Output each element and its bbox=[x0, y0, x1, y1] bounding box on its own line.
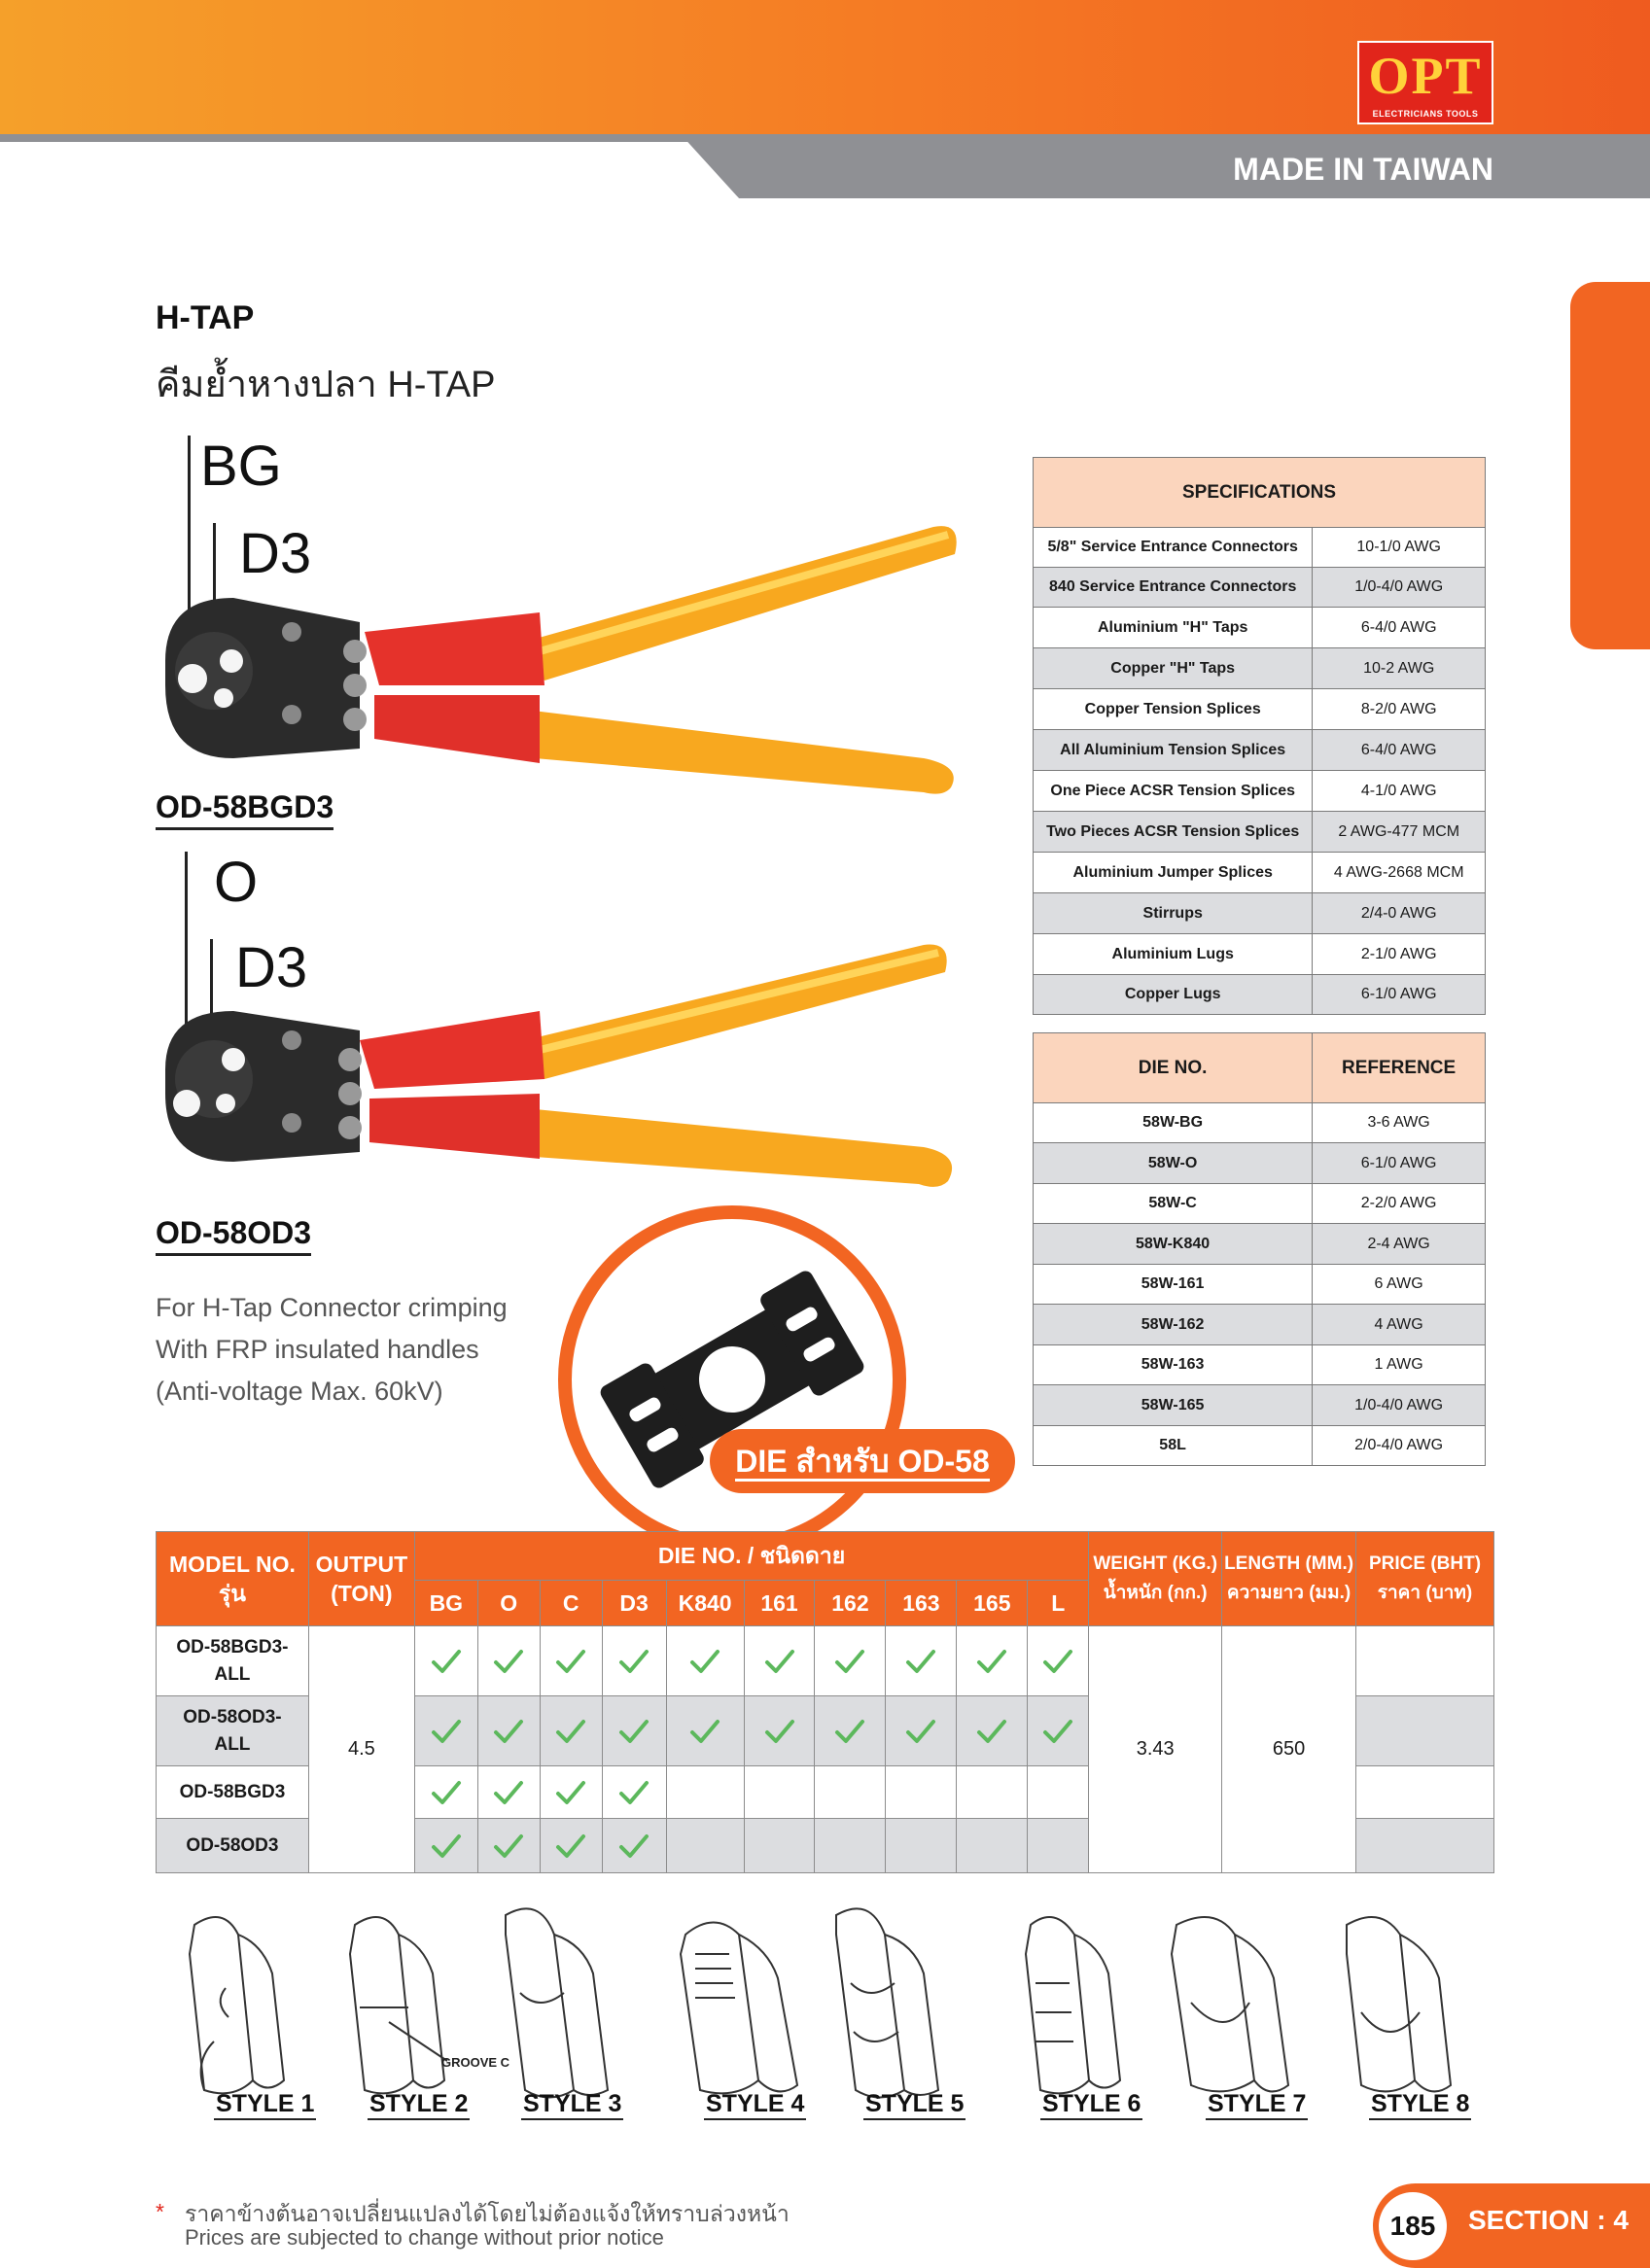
die-col-header: 163 bbox=[886, 1581, 957, 1626]
die-no: 58W-K840 bbox=[1034, 1224, 1313, 1265]
die-col-header: 165 bbox=[957, 1581, 1028, 1626]
die-check-cell bbox=[540, 1766, 602, 1819]
die-check-cell bbox=[666, 1696, 744, 1766]
die-col-header: C bbox=[540, 1581, 602, 1626]
check-icon bbox=[904, 1715, 937, 1748]
die-check-cell bbox=[602, 1626, 666, 1696]
check-icon bbox=[492, 1776, 525, 1809]
die-check-cell bbox=[886, 1766, 957, 1819]
product-description bbox=[156, 1287, 508, 1413]
die-check-cell bbox=[477, 1819, 540, 1873]
product-title: H-TAP bbox=[156, 299, 255, 336]
die-col-header: BG bbox=[414, 1581, 477, 1626]
check-icon bbox=[1041, 1645, 1074, 1678]
check-icon bbox=[617, 1715, 650, 1748]
die-check-cell bbox=[666, 1626, 744, 1696]
die-check-cell bbox=[744, 1766, 815, 1819]
spec-name: Aluminium Jumper Splices bbox=[1034, 853, 1313, 893]
price-header bbox=[1356, 1532, 1494, 1626]
spec-value: 6-4/0 AWG bbox=[1313, 730, 1486, 771]
spec-value: 4 AWG-2668 MCM bbox=[1313, 853, 1486, 893]
model-row bbox=[157, 1626, 1494, 1696]
check-icon bbox=[763, 1645, 796, 1678]
section-side-tab bbox=[1570, 282, 1650, 649]
spec-value: 2-1/0 AWG bbox=[1313, 934, 1486, 975]
die-check-cell bbox=[957, 1626, 1028, 1696]
price-cell bbox=[1356, 1696, 1494, 1766]
die-check-cell bbox=[414, 1696, 477, 1766]
length-header bbox=[1222, 1532, 1356, 1626]
die-badge-label: DIE สำหรับ OD-58 bbox=[735, 1444, 989, 1482]
spec-value: 6-4/0 AWG bbox=[1313, 608, 1486, 648]
die-ref: 3-6 AWG bbox=[1313, 1103, 1486, 1143]
die-check-cell bbox=[886, 1696, 957, 1766]
groove-c-label: GROOVE C bbox=[441, 2055, 510, 2070]
die-check-cell bbox=[1028, 1626, 1089, 1696]
die-ref: 6 AWG bbox=[1313, 1265, 1486, 1305]
die-check-cell bbox=[602, 1819, 666, 1873]
brand-logo bbox=[1357, 41, 1493, 124]
spec-value: 2 AWG-477 MCM bbox=[1313, 812, 1486, 853]
connector-styles-drawings bbox=[156, 1896, 1497, 2110]
style-label: STYLE 4 bbox=[704, 2090, 806, 2120]
die-label-bg: BG bbox=[200, 435, 282, 498]
check-icon bbox=[617, 1830, 650, 1863]
model-no-cell bbox=[157, 1766, 309, 1819]
die-check-cell bbox=[744, 1819, 815, 1873]
die-col-header: L bbox=[1028, 1581, 1089, 1626]
length-header-en: LENGTH (MM.) bbox=[1224, 1553, 1354, 1574]
check-icon bbox=[430, 1830, 463, 1863]
die-no: 58W-BG bbox=[1034, 1103, 1313, 1143]
die-ref: 2/0-4/0 AWG bbox=[1313, 1426, 1486, 1466]
die-col-header: O bbox=[477, 1581, 540, 1626]
model-no-cell bbox=[157, 1626, 309, 1696]
die-check-cell bbox=[815, 1819, 886, 1873]
weight-value: 3.43 bbox=[1089, 1626, 1222, 1873]
spec-name: 840 Service Entrance Connectors bbox=[1034, 568, 1313, 608]
spec-value: 2/4-0 AWG bbox=[1313, 893, 1486, 934]
die-check-cell bbox=[957, 1819, 1028, 1873]
price-cell bbox=[1356, 1819, 1494, 1873]
spec-header: SPECIFICATIONS bbox=[1034, 458, 1486, 528]
check-icon bbox=[554, 1715, 587, 1748]
die-col-header: 161 bbox=[744, 1581, 815, 1626]
die-check-cell bbox=[957, 1766, 1028, 1819]
model-no-cell bbox=[157, 1696, 309, 1766]
product-title-thai: คีมย้ำหางปลา H-TAP bbox=[156, 365, 496, 405]
die-badge bbox=[710, 1429, 1015, 1493]
length-header-th: ความยาว (มม.) bbox=[1226, 1583, 1352, 1603]
spec-name: Stirrups bbox=[1034, 893, 1313, 934]
check-icon bbox=[833, 1715, 866, 1748]
check-icon bbox=[904, 1645, 937, 1678]
die-label-d3: D3 bbox=[239, 522, 312, 585]
price-header-en: PRICE (BHT) bbox=[1368, 1553, 1482, 1574]
spec-value: 10-1/0 AWG bbox=[1313, 528, 1486, 568]
die-ref: 2-2/0 AWG bbox=[1313, 1184, 1486, 1224]
spec-name: One Piece ACSR Tension Splices bbox=[1034, 771, 1313, 812]
check-icon bbox=[492, 1715, 525, 1748]
style-label: STYLE 3 bbox=[521, 2090, 623, 2120]
die-check-cell bbox=[602, 1766, 666, 1819]
model-header-en: MODEL NO. bbox=[168, 1552, 296, 1577]
spec-value: 6-1/0 AWG bbox=[1313, 975, 1486, 1015]
check-icon bbox=[554, 1830, 587, 1863]
die-check-cell bbox=[477, 1696, 540, 1766]
die-check-cell bbox=[744, 1696, 815, 1766]
die-no: 58W-C bbox=[1034, 1184, 1313, 1224]
check-icon bbox=[688, 1645, 721, 1678]
die-check-cell bbox=[815, 1696, 886, 1766]
die-check-cell bbox=[414, 1626, 477, 1696]
die-ref-header: REFERENCE bbox=[1313, 1033, 1486, 1103]
die-check-cell bbox=[815, 1626, 886, 1696]
style-label: STYLE 6 bbox=[1040, 2090, 1142, 2120]
style-label: STYLE 5 bbox=[863, 2090, 965, 2120]
die-ref: 6-1/0 AWG bbox=[1313, 1143, 1486, 1184]
model-label-od58bgd3: OD-58BGD3 bbox=[156, 789, 334, 830]
die-check-cell bbox=[414, 1819, 477, 1873]
footnote-star: * bbox=[156, 2199, 164, 2224]
check-icon bbox=[554, 1776, 587, 1809]
check-icon bbox=[975, 1715, 1008, 1748]
die-label-o: O bbox=[214, 851, 259, 914]
model-no-line: OD-58BGD3 bbox=[179, 1781, 286, 1802]
price-header-th: ราคา (บาท) bbox=[1377, 1583, 1473, 1603]
footnote-thai: ราคาข้างต้นอาจเปลี่ยนแปลงได้โดยไม่ต้องแจ้งให้ทราบล่วงหน้า bbox=[185, 2201, 790, 2226]
die-check-cell bbox=[666, 1766, 744, 1819]
description-line: (Anti-voltage Max. 60kV) bbox=[156, 1377, 443, 1406]
model-no-cell bbox=[157, 1819, 309, 1873]
output-header bbox=[308, 1532, 414, 1626]
check-icon bbox=[492, 1830, 525, 1863]
section-label: SECTION : 4 bbox=[1468, 2205, 1629, 2235]
style-label: STYLE 2 bbox=[368, 2090, 470, 2120]
logo-text: OPT bbox=[1368, 47, 1483, 105]
weight-header bbox=[1089, 1532, 1222, 1626]
die-ref: 4 AWG bbox=[1313, 1305, 1486, 1345]
style-label: STYLE 8 bbox=[1369, 2090, 1471, 2120]
die-no-header: DIE NO. bbox=[1034, 1033, 1313, 1103]
die-check-cell bbox=[886, 1819, 957, 1873]
check-icon bbox=[763, 1715, 796, 1748]
check-icon bbox=[617, 1645, 650, 1678]
die-no: 58W-162 bbox=[1034, 1305, 1313, 1345]
description-line: With FRP insulated handles bbox=[156, 1335, 479, 1364]
model-no-line: ALL bbox=[214, 1733, 251, 1755]
spec-name: Copper Tension Splices bbox=[1034, 689, 1313, 730]
die-no: 58W-O bbox=[1034, 1143, 1313, 1184]
check-icon bbox=[492, 1645, 525, 1678]
check-icon bbox=[430, 1645, 463, 1678]
spec-value: 1/0-4/0 AWG bbox=[1313, 568, 1486, 608]
spec-name: Aluminium "H" Taps bbox=[1034, 608, 1313, 648]
model-no-line: OD-58OD3 bbox=[186, 1834, 279, 1856]
die-check-cell bbox=[540, 1696, 602, 1766]
check-icon bbox=[688, 1715, 721, 1748]
check-icon bbox=[430, 1776, 463, 1809]
weight-header-en: WEIGHT (KG.) bbox=[1093, 1553, 1218, 1574]
spec-name: 5/8" Service Entrance Connectors bbox=[1034, 528, 1313, 568]
model-rows bbox=[157, 1626, 1494, 1873]
die-check-cell bbox=[477, 1626, 540, 1696]
die-check-cell bbox=[414, 1766, 477, 1819]
die-check-cell bbox=[666, 1819, 744, 1873]
die-reference-table bbox=[1033, 1032, 1486, 1466]
die-check-cell bbox=[815, 1766, 886, 1819]
output-header-th: (TON) bbox=[331, 1581, 393, 1606]
page-number: 185 bbox=[1379, 2192, 1447, 2260]
price-cell bbox=[1356, 1626, 1494, 1696]
model-header bbox=[157, 1532, 309, 1626]
die-check-cell bbox=[886, 1626, 957, 1696]
logo-subtext: ELECTRICIANS TOOLS bbox=[1372, 109, 1479, 119]
die-check-cell bbox=[540, 1626, 602, 1696]
spec-name: Aluminium Lugs bbox=[1034, 934, 1313, 975]
die-check-cell bbox=[602, 1696, 666, 1766]
footnote-english: Prices are subjected to change without prior notice bbox=[185, 2225, 664, 2250]
length-value: 650 bbox=[1222, 1626, 1356, 1873]
die-check-cell bbox=[540, 1819, 602, 1873]
spec-value: 4-1/0 AWG bbox=[1313, 771, 1486, 812]
die-check-cell bbox=[1028, 1766, 1089, 1819]
model-table bbox=[156, 1531, 1494, 1873]
weight-header-th: น้ำหนัก (กก.) bbox=[1103, 1583, 1208, 1603]
die-ref: 1 AWG bbox=[1313, 1345, 1486, 1385]
die-check-cell bbox=[1028, 1819, 1089, 1873]
crimping-tool-image bbox=[156, 933, 972, 1225]
check-icon bbox=[975, 1645, 1008, 1678]
die-ref: 2-4 AWG bbox=[1313, 1224, 1486, 1265]
spec-name: Two Pieces ACSR Tension Splices bbox=[1034, 812, 1313, 853]
die-check-cell bbox=[957, 1696, 1028, 1766]
check-icon bbox=[554, 1645, 587, 1678]
style-label: STYLE 1 bbox=[214, 2090, 316, 2120]
model-label-od58od3: OD-58OD3 bbox=[156, 1215, 311, 1256]
specifications-table bbox=[1033, 457, 1486, 1015]
model-no-line: ALL bbox=[214, 1663, 251, 1685]
model-no-line: OD-58OD3- bbox=[183, 1706, 282, 1727]
die-ref: 1/0-4/0 AWG bbox=[1313, 1385, 1486, 1426]
crimping-tool-image bbox=[156, 515, 972, 807]
check-icon bbox=[430, 1715, 463, 1748]
spec-name: Copper "H" Taps bbox=[1034, 648, 1313, 689]
die-header: DIE NO. / ชนิดดาย bbox=[414, 1532, 1088, 1581]
description-line: For H-Tap Connector crimping bbox=[156, 1293, 508, 1322]
die-no: 58W-165 bbox=[1034, 1385, 1313, 1426]
check-icon bbox=[1041, 1715, 1074, 1748]
die-label-d3: D3 bbox=[235, 936, 308, 999]
price-cell bbox=[1356, 1766, 1494, 1819]
die-check-cell bbox=[744, 1626, 815, 1696]
die-col-header: 162 bbox=[815, 1581, 886, 1626]
die-no: 58W-163 bbox=[1034, 1345, 1313, 1385]
check-icon bbox=[617, 1776, 650, 1809]
output-value: 4.5 bbox=[308, 1626, 414, 1873]
model-no-line: OD-58BGD3- bbox=[176, 1636, 289, 1657]
die-image-circle bbox=[558, 1205, 906, 1553]
output-header-en: OUTPUT bbox=[315, 1552, 408, 1577]
spec-name: All Aluminium Tension Splices bbox=[1034, 730, 1313, 771]
die-no: 58W-161 bbox=[1034, 1265, 1313, 1305]
die-no: 58L bbox=[1034, 1426, 1313, 1466]
die-check-cell bbox=[1028, 1696, 1089, 1766]
die-col-header: K840 bbox=[666, 1581, 744, 1626]
spec-value: 10-2 AWG bbox=[1313, 648, 1486, 689]
check-icon bbox=[833, 1645, 866, 1678]
origin-label: MADE IN TAIWAN bbox=[1233, 152, 1493, 187]
die-col-header: D3 bbox=[602, 1581, 666, 1626]
spec-name: Copper Lugs bbox=[1034, 975, 1313, 1015]
model-header-th: รุ่น bbox=[218, 1581, 246, 1606]
spec-value: 8-2/0 AWG bbox=[1313, 689, 1486, 730]
style-label: STYLE 7 bbox=[1206, 2090, 1308, 2120]
die-check-cell bbox=[477, 1766, 540, 1819]
